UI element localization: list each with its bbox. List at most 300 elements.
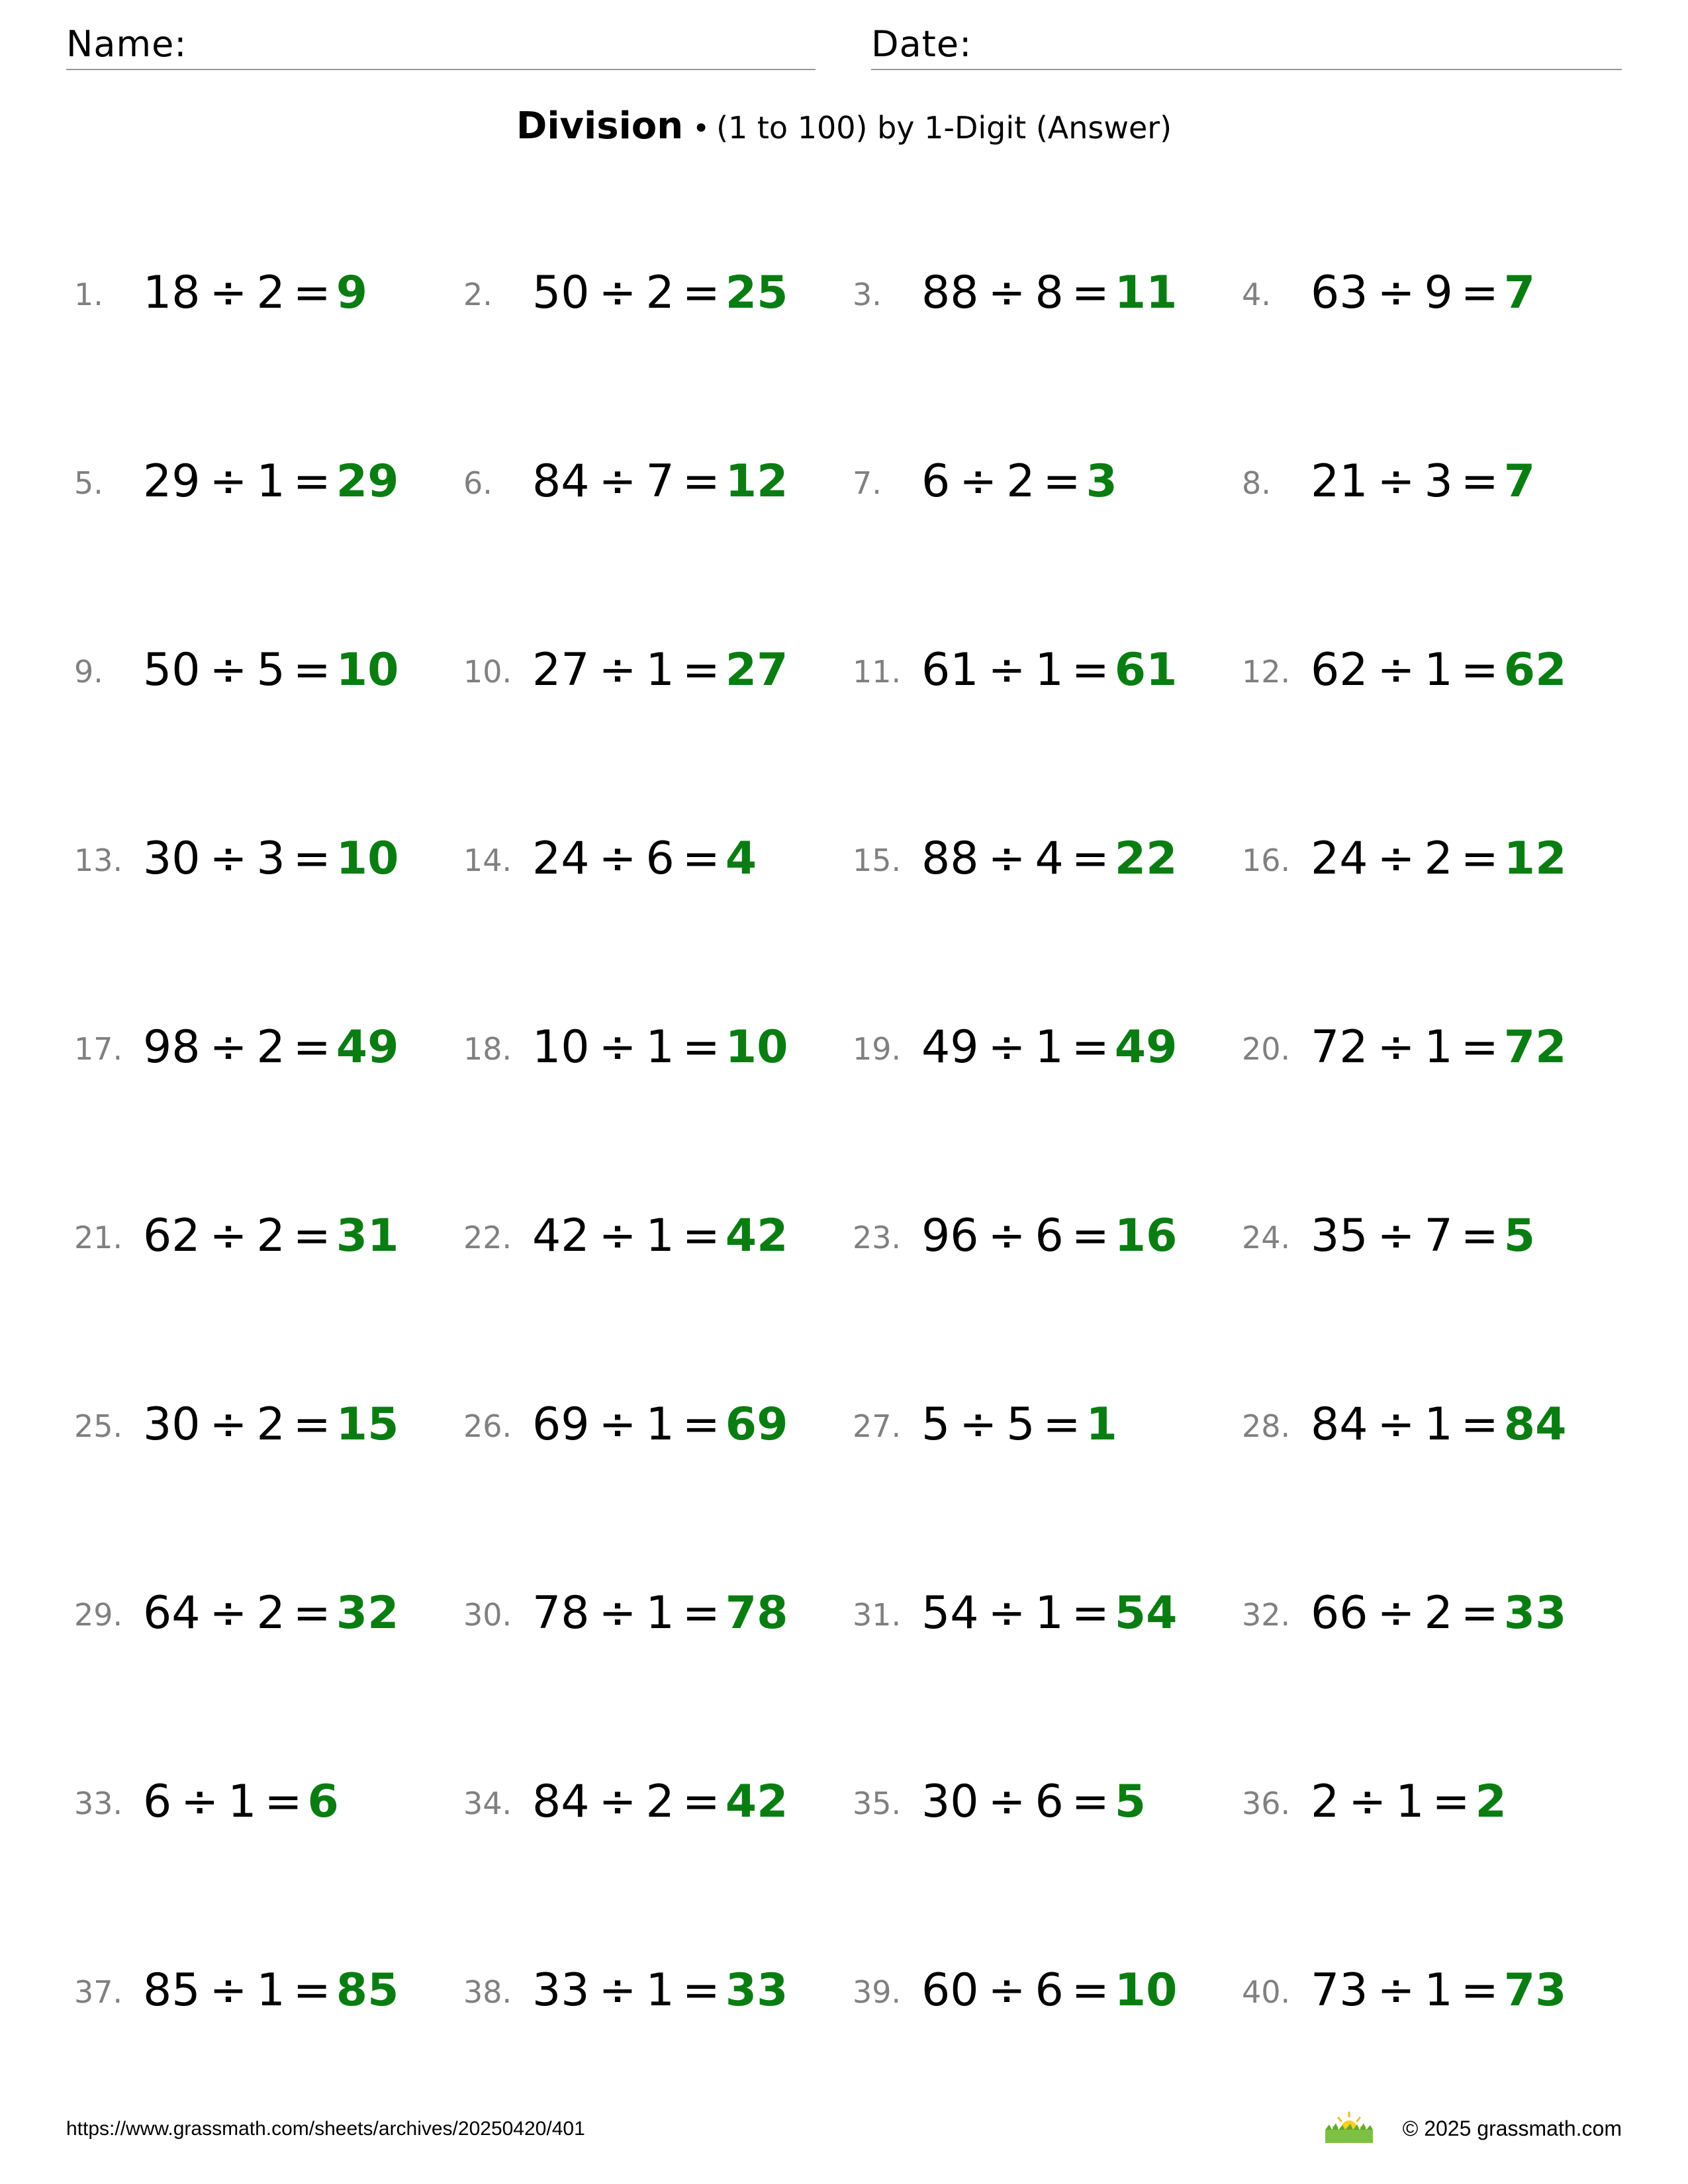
problem-number: 23. bbox=[853, 1220, 902, 1255]
divide-sign: ÷ bbox=[209, 1587, 248, 1639]
problem-number: 13. bbox=[74, 842, 123, 878]
answer: 61 bbox=[1114, 644, 1178, 696]
problem-number: 3. bbox=[853, 277, 882, 312]
dividend: 73 bbox=[1311, 1964, 1368, 2017]
answer: 1 bbox=[1086, 1398, 1117, 1451]
problem-item bbox=[74, 999, 463, 1188]
equals-sign: = bbox=[1071, 1210, 1109, 1262]
answer: 27 bbox=[725, 644, 788, 696]
dividend: 6 bbox=[143, 1776, 172, 1828]
divide-sign: ÷ bbox=[209, 833, 248, 885]
dividend: 42 bbox=[532, 1210, 590, 1262]
problem-number: 35. bbox=[853, 1786, 902, 1821]
answer: 5 bbox=[1114, 1776, 1147, 1828]
problem-number: 40. bbox=[1242, 1974, 1291, 2010]
divide-sign: ÷ bbox=[988, 1776, 1026, 1828]
dividend: 24 bbox=[532, 833, 590, 885]
equals-sign: = bbox=[293, 1587, 331, 1639]
equals-sign: = bbox=[1071, 1587, 1109, 1639]
problem-item bbox=[853, 622, 1242, 811]
dividend: 64 bbox=[143, 1587, 201, 1639]
divide-sign: ÷ bbox=[209, 1210, 248, 1262]
dividend: 61 bbox=[921, 644, 979, 696]
divisor: 1 bbox=[1424, 1964, 1453, 2017]
equals-sign: = bbox=[1071, 644, 1109, 696]
divide-sign: ÷ bbox=[1377, 1210, 1415, 1262]
problem-number: 37. bbox=[74, 1974, 123, 2010]
problem-equation bbox=[1311, 1964, 1566, 2018]
equals-sign: = bbox=[1071, 1964, 1109, 2017]
equals-sign: = bbox=[682, 833, 720, 885]
answer: 42 bbox=[725, 1776, 788, 1828]
answer: 7 bbox=[1503, 455, 1536, 508]
dividend: 88 bbox=[921, 267, 979, 319]
divisor: 8 bbox=[1035, 267, 1064, 319]
dividend: 27 bbox=[532, 644, 590, 696]
divisor: 6 bbox=[645, 833, 675, 885]
divisor: 6 bbox=[1035, 1776, 1064, 1828]
answer: 6 bbox=[307, 1776, 339, 1828]
divide-sign: ÷ bbox=[598, 1964, 637, 2017]
answer: 84 bbox=[1503, 1398, 1567, 1451]
dividend: 69 bbox=[532, 1398, 590, 1451]
problem-number: 17. bbox=[74, 1031, 123, 1067]
problem-equation bbox=[143, 1398, 399, 1452]
problem-number: 4. bbox=[1242, 277, 1271, 312]
problem-number: 9. bbox=[74, 654, 103, 690]
equals-sign: = bbox=[293, 1398, 331, 1451]
problem-item bbox=[1242, 433, 1631, 622]
equals-sign: = bbox=[1460, 1964, 1499, 2017]
divisor: 1 bbox=[228, 1776, 257, 1828]
problem-equation bbox=[1311, 643, 1566, 698]
dividend: 85 bbox=[143, 1964, 201, 2017]
answer: 10 bbox=[336, 833, 399, 885]
problem-item bbox=[853, 1377, 1242, 1565]
equals-sign: = bbox=[293, 1964, 331, 2017]
equals-sign: = bbox=[682, 455, 720, 508]
dividend: 72 bbox=[1311, 1021, 1368, 1073]
answer: 62 bbox=[1503, 644, 1567, 696]
divisor: 2 bbox=[256, 1021, 285, 1073]
equals-sign: = bbox=[293, 267, 331, 319]
problem-equation bbox=[1311, 1586, 1566, 1641]
divisor: 1 bbox=[645, 644, 675, 696]
answer: 25 bbox=[725, 267, 788, 319]
divide-sign: ÷ bbox=[1377, 833, 1415, 885]
problem-number: 10. bbox=[463, 654, 512, 690]
equals-sign: = bbox=[682, 1398, 720, 1451]
dividend: 84 bbox=[532, 1776, 590, 1828]
divisor: 2 bbox=[256, 1210, 285, 1262]
problem-number: 29. bbox=[74, 1597, 123, 1633]
problem-equation bbox=[532, 1775, 788, 1829]
divisor: 2 bbox=[256, 1398, 285, 1451]
problem-item bbox=[853, 1942, 1242, 2131]
equals-sign: = bbox=[1071, 1776, 1109, 1828]
problem-equation bbox=[921, 1021, 1177, 1075]
divide-sign: ÷ bbox=[598, 833, 637, 885]
answer: 2 bbox=[1475, 1776, 1507, 1828]
divide-sign: ÷ bbox=[988, 1210, 1026, 1262]
problem-item bbox=[1242, 1188, 1631, 1377]
problem-item bbox=[74, 1754, 463, 1942]
problem-number: 28. bbox=[1242, 1408, 1291, 1444]
problem-number: 7. bbox=[853, 465, 882, 501]
divisor: 2 bbox=[256, 1587, 285, 1639]
problem-grid bbox=[74, 245, 1631, 2131]
problem-item bbox=[1242, 622, 1631, 811]
problem-item bbox=[463, 1188, 853, 1377]
problem-item bbox=[1242, 811, 1631, 999]
divide-sign: ÷ bbox=[1377, 644, 1415, 696]
divide-sign: ÷ bbox=[1377, 1964, 1415, 2017]
equals-sign: = bbox=[1460, 1587, 1499, 1639]
dividend: 63 bbox=[1311, 267, 1368, 319]
equals-sign: = bbox=[1071, 1021, 1109, 1073]
dividend: 21 bbox=[1311, 455, 1368, 508]
problem-equation bbox=[532, 266, 788, 320]
problem-item bbox=[74, 811, 463, 999]
divide-sign: ÷ bbox=[598, 267, 637, 319]
problem-item bbox=[1242, 1754, 1631, 1942]
problem-number: 8. bbox=[1242, 465, 1271, 501]
dividend: 35 bbox=[1311, 1210, 1368, 1262]
answer: 22 bbox=[1114, 833, 1178, 885]
equals-sign: = bbox=[293, 833, 331, 885]
divisor: 2 bbox=[1424, 1587, 1453, 1639]
footer-url[interactable]: https://www.grassmath.com/sheets/archives/20250420/401 bbox=[66, 2118, 585, 2140]
problem-number: 38. bbox=[463, 1974, 512, 2010]
answer: 16 bbox=[1114, 1210, 1178, 1262]
grass-sun-logo-icon bbox=[1325, 2110, 1373, 2143]
divide-sign: ÷ bbox=[1377, 1587, 1415, 1639]
divide-sign: ÷ bbox=[988, 1587, 1026, 1639]
dividend: 54 bbox=[921, 1587, 979, 1639]
divisor: 1 bbox=[1424, 1021, 1453, 1073]
divisor: 3 bbox=[1424, 455, 1453, 508]
answer: 12 bbox=[725, 455, 788, 508]
divisor: 2 bbox=[256, 267, 285, 319]
divisor: 5 bbox=[1006, 1398, 1035, 1451]
problem-item bbox=[74, 1942, 463, 2131]
divide-sign: ÷ bbox=[598, 455, 637, 508]
problem-number: 11. bbox=[853, 654, 902, 690]
equals-sign: = bbox=[1071, 267, 1109, 319]
problem-equation bbox=[532, 1209, 788, 1263]
problem-item bbox=[1242, 1565, 1631, 1754]
problem-equation bbox=[921, 266, 1177, 320]
problem-equation bbox=[143, 643, 399, 698]
problem-item bbox=[463, 1754, 853, 1942]
answer: 69 bbox=[725, 1398, 788, 1451]
problem-item bbox=[463, 245, 853, 433]
divisor: 9 bbox=[1424, 267, 1453, 319]
divide-sign: ÷ bbox=[959, 1398, 998, 1451]
dividend: 62 bbox=[1311, 644, 1368, 696]
problem-equation bbox=[143, 1775, 339, 1829]
divide-sign: ÷ bbox=[598, 1776, 637, 1828]
divisor: 1 bbox=[645, 1964, 675, 2017]
problem-number: 6. bbox=[463, 465, 492, 501]
dividend: 60 bbox=[921, 1964, 979, 2017]
problem-item bbox=[74, 433, 463, 622]
divisor: 1 bbox=[1424, 1398, 1453, 1451]
divisor: 1 bbox=[1035, 644, 1064, 696]
dividend: 84 bbox=[1311, 1398, 1368, 1451]
answer: 72 bbox=[1503, 1021, 1567, 1073]
title-separator: • bbox=[692, 112, 710, 146]
divisor: 1 bbox=[645, 1587, 675, 1639]
problem-equation bbox=[143, 266, 367, 320]
problem-equation bbox=[143, 1021, 399, 1075]
answer: 9 bbox=[336, 267, 368, 319]
problem-item bbox=[853, 1188, 1242, 1377]
dividend: 24 bbox=[1311, 833, 1368, 885]
problem-number: 2. bbox=[463, 277, 492, 312]
problem-number: 16. bbox=[1242, 842, 1291, 878]
divisor: 4 bbox=[1035, 833, 1064, 885]
problem-item bbox=[74, 1377, 463, 1565]
divide-sign: ÷ bbox=[988, 267, 1026, 319]
equals-sign: = bbox=[1043, 1398, 1081, 1451]
problem-number: 39. bbox=[853, 1974, 902, 2010]
problem-number: 32. bbox=[1242, 1597, 1291, 1633]
problem-number: 21. bbox=[74, 1220, 123, 1255]
problem-equation bbox=[1311, 1398, 1566, 1452]
problem-item bbox=[463, 811, 853, 999]
problem-equation bbox=[532, 1964, 788, 2018]
problem-item bbox=[1242, 1942, 1631, 2131]
dividend: 96 bbox=[921, 1210, 979, 1262]
dividend: 10 bbox=[532, 1021, 590, 1073]
equals-sign: = bbox=[682, 644, 720, 696]
problem-equation bbox=[143, 455, 399, 509]
problem-equation bbox=[143, 1964, 399, 2018]
problem-item bbox=[463, 433, 853, 622]
problem-number: 5. bbox=[74, 465, 103, 501]
equals-sign: = bbox=[1460, 267, 1499, 319]
divide-sign: ÷ bbox=[598, 1587, 637, 1639]
problem-equation bbox=[1311, 266, 1535, 320]
problem-number: 25. bbox=[74, 1408, 123, 1444]
divisor: 1 bbox=[256, 455, 285, 508]
divide-sign: ÷ bbox=[1377, 267, 1415, 319]
equals-sign: = bbox=[293, 1210, 331, 1262]
problem-equation bbox=[921, 1398, 1117, 1452]
divisor: 2 bbox=[645, 1776, 675, 1828]
answer: 10 bbox=[1114, 1964, 1178, 2017]
equals-sign: = bbox=[293, 455, 331, 508]
divisor: 1 bbox=[645, 1021, 675, 1073]
answer: 12 bbox=[1503, 833, 1567, 885]
equals-sign: = bbox=[1460, 1021, 1499, 1073]
footer-copyright: © 2025 grassmath.com bbox=[1402, 2116, 1622, 2140]
answer: 15 bbox=[336, 1398, 399, 1451]
problem-item bbox=[1242, 245, 1631, 433]
problem-item bbox=[853, 1565, 1242, 1754]
equals-sign: = bbox=[682, 1210, 720, 1262]
answer: 42 bbox=[725, 1210, 788, 1262]
dividend: 62 bbox=[143, 1210, 201, 1262]
answer: 10 bbox=[336, 644, 399, 696]
problem-equation bbox=[921, 455, 1117, 509]
equals-sign: = bbox=[1460, 1210, 1499, 1262]
answer: 33 bbox=[725, 1964, 788, 2017]
equals-sign: = bbox=[1460, 644, 1499, 696]
worksheet-title bbox=[0, 105, 1688, 148]
problem-number: 18. bbox=[463, 1031, 512, 1067]
problem-number: 26. bbox=[463, 1408, 512, 1444]
problem-number: 31. bbox=[853, 1597, 902, 1633]
divide-sign: ÷ bbox=[181, 1776, 219, 1828]
equals-sign: = bbox=[293, 644, 331, 696]
divisor: 1 bbox=[1424, 644, 1453, 696]
problem-equation bbox=[1311, 455, 1535, 509]
title-subtitle: (1 to 100) by 1-Digit (Answer) bbox=[716, 110, 1172, 146]
answer: 78 bbox=[725, 1587, 788, 1639]
equals-sign: = bbox=[682, 1587, 720, 1639]
problem-item bbox=[1242, 999, 1631, 1188]
divide-sign: ÷ bbox=[209, 267, 248, 319]
equals-sign: = bbox=[682, 1021, 720, 1073]
answer: 7 bbox=[1503, 267, 1536, 319]
divide-sign: ÷ bbox=[1377, 455, 1415, 508]
problem-item bbox=[74, 1188, 463, 1377]
answer: 49 bbox=[336, 1021, 399, 1073]
problem-equation bbox=[1311, 832, 1566, 886]
problem-equation bbox=[532, 1398, 788, 1452]
problem-equation bbox=[921, 1775, 1146, 1829]
equals-sign: = bbox=[682, 1964, 720, 2017]
dividend: 5 bbox=[921, 1398, 951, 1451]
problem-item bbox=[74, 245, 463, 433]
answer: 54 bbox=[1114, 1587, 1178, 1639]
answer: 73 bbox=[1503, 1964, 1567, 2017]
name-field[interactable] bbox=[66, 24, 816, 70]
problem-item bbox=[1242, 1377, 1631, 1565]
problem-equation bbox=[921, 1209, 1177, 1263]
divide-sign: ÷ bbox=[209, 644, 248, 696]
dividend: 18 bbox=[143, 267, 201, 319]
divide-sign: ÷ bbox=[598, 1210, 637, 1262]
answer: 29 bbox=[336, 455, 399, 508]
answer: 33 bbox=[1503, 1587, 1567, 1639]
dividend: 78 bbox=[532, 1587, 590, 1639]
problem-equation bbox=[532, 643, 788, 698]
problem-number: 19. bbox=[853, 1031, 902, 1067]
divide-sign: ÷ bbox=[209, 1964, 248, 2017]
dividend: 98 bbox=[143, 1021, 201, 1073]
answer: 3 bbox=[1086, 455, 1117, 508]
equals-sign: = bbox=[1432, 1776, 1470, 1828]
problem-equation bbox=[532, 832, 757, 886]
problem-item bbox=[74, 622, 463, 811]
problem-number: 27. bbox=[853, 1408, 902, 1444]
divisor: 1 bbox=[645, 1210, 675, 1262]
name-label: Name: bbox=[66, 23, 187, 65]
problem-item bbox=[463, 1377, 853, 1565]
answer: 4 bbox=[725, 833, 757, 885]
divisor: 1 bbox=[645, 1398, 675, 1451]
problem-number: 22. bbox=[463, 1220, 512, 1255]
problem-item bbox=[853, 245, 1242, 433]
problem-equation bbox=[921, 1586, 1177, 1641]
divide-sign: ÷ bbox=[598, 1398, 637, 1451]
equals-sign: = bbox=[1460, 833, 1499, 885]
problem-number: 34. bbox=[463, 1786, 512, 1821]
problem-item bbox=[74, 1565, 463, 1754]
dividend: 30 bbox=[143, 833, 201, 885]
problem-equation bbox=[921, 643, 1177, 698]
divide-sign: ÷ bbox=[598, 644, 637, 696]
problem-equation bbox=[532, 1021, 788, 1075]
problem-item bbox=[463, 1565, 853, 1754]
problem-number: 24. bbox=[1242, 1220, 1291, 1255]
divide-sign: ÷ bbox=[988, 1021, 1026, 1073]
divide-sign: ÷ bbox=[1377, 1398, 1415, 1451]
dividend: 84 bbox=[532, 455, 590, 508]
problem-item bbox=[853, 1754, 1242, 1942]
problem-equation bbox=[532, 1586, 788, 1641]
divisor: 2 bbox=[1006, 455, 1035, 508]
answer: 31 bbox=[336, 1210, 399, 1262]
equals-sign: = bbox=[1460, 1398, 1499, 1451]
problem-item bbox=[463, 622, 853, 811]
equals-sign: = bbox=[264, 1776, 303, 1828]
problem-item bbox=[463, 1942, 853, 2131]
divisor: 5 bbox=[256, 644, 285, 696]
answer: 11 bbox=[1114, 267, 1178, 319]
equals-sign: = bbox=[1071, 833, 1109, 885]
problem-item bbox=[853, 811, 1242, 999]
equals-sign: = bbox=[1043, 455, 1081, 508]
answer: 5 bbox=[1503, 1210, 1536, 1262]
problem-equation bbox=[1311, 1021, 1566, 1075]
problem-equation bbox=[143, 1586, 399, 1641]
divisor: 7 bbox=[645, 455, 675, 508]
divisor: 7 bbox=[1424, 1210, 1453, 1262]
divide-sign: ÷ bbox=[209, 455, 248, 508]
problem-equation bbox=[921, 832, 1177, 886]
dividend: 6 bbox=[921, 455, 951, 508]
dividend: 49 bbox=[921, 1021, 979, 1073]
divide-sign: ÷ bbox=[1377, 1021, 1415, 1073]
divisor: 2 bbox=[645, 267, 675, 319]
problem-equation bbox=[1311, 1775, 1507, 1829]
dividend: 30 bbox=[921, 1776, 979, 1828]
answer: 85 bbox=[336, 1964, 399, 2017]
problem-item bbox=[853, 999, 1242, 1188]
date-label: Date: bbox=[871, 23, 972, 65]
equals-sign: = bbox=[1460, 455, 1499, 508]
dividend: 50 bbox=[532, 267, 590, 319]
divide-sign: ÷ bbox=[598, 1021, 637, 1073]
date-field[interactable] bbox=[871, 24, 1622, 70]
divide-sign: ÷ bbox=[988, 1964, 1026, 2017]
divide-sign: ÷ bbox=[959, 455, 998, 508]
problem-equation bbox=[1311, 1209, 1535, 1263]
dividend: 50 bbox=[143, 644, 201, 696]
problem-number: 12. bbox=[1242, 654, 1291, 690]
answer: 10 bbox=[725, 1021, 788, 1073]
divide-sign: ÷ bbox=[209, 1021, 248, 1073]
equals-sign: = bbox=[293, 1021, 331, 1073]
divisor: 1 bbox=[1035, 1587, 1064, 1639]
equals-sign: = bbox=[682, 1776, 720, 1828]
divisor: 2 bbox=[1424, 833, 1453, 885]
answer: 32 bbox=[336, 1587, 399, 1639]
